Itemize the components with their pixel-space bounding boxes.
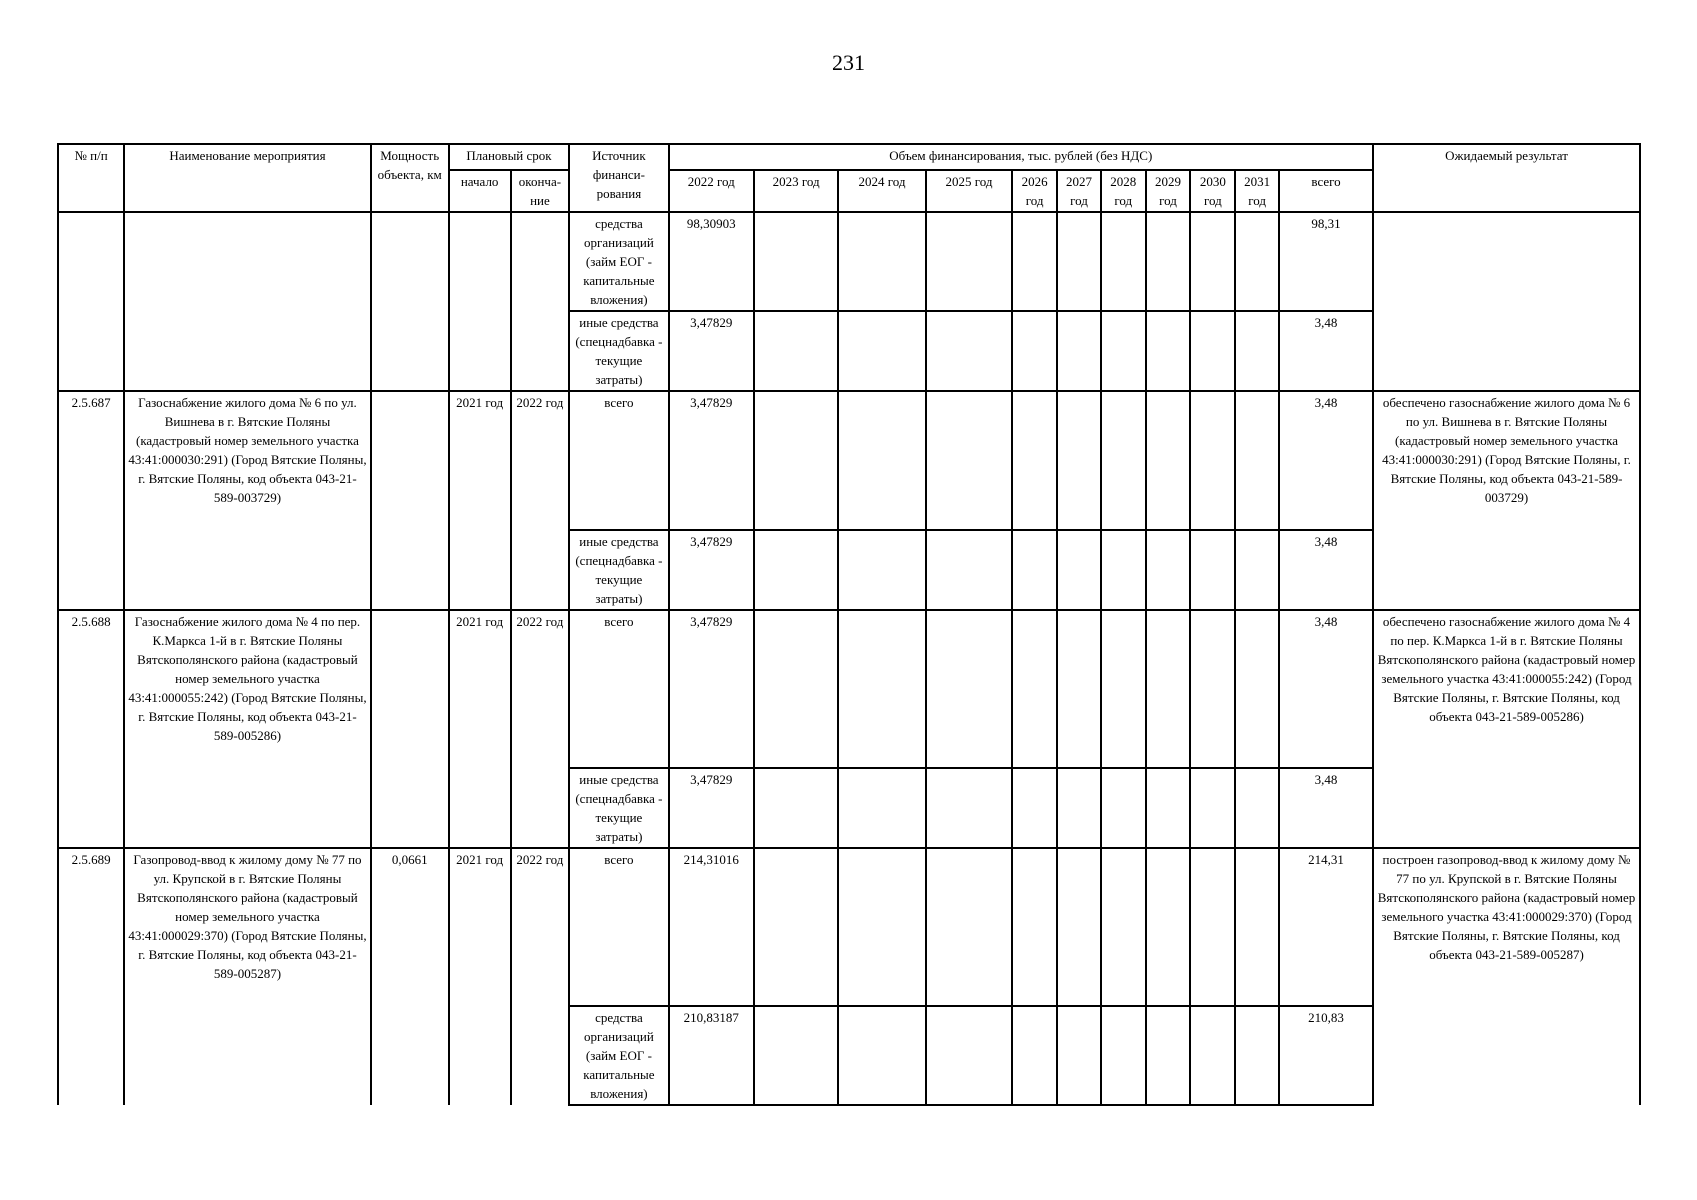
cont-name-cell	[124, 212, 371, 391]
item-capacity	[371, 610, 449, 848]
y2031-cell	[1235, 530, 1279, 610]
header-year-2022: 2022 год	[669, 170, 754, 212]
y2024-cell	[838, 212, 926, 311]
y2024-cell	[838, 848, 926, 1006]
item-end: 2022 год	[511, 610, 570, 848]
y2031-cell	[1235, 391, 1279, 530]
y2029-cell	[1146, 212, 1191, 311]
y2031-cell	[1235, 610, 1279, 768]
y2026-cell	[1012, 212, 1057, 311]
y2030-cell	[1190, 1006, 1235, 1105]
y2030-cell	[1190, 848, 1235, 1006]
header-year-2024: 2024 год	[838, 170, 926, 212]
header-name: Наименование мероприятия	[124, 144, 371, 212]
y2025-cell	[926, 530, 1012, 610]
source-cell: средства организаций (займ ЕОГ - капитальные вложения)	[569, 212, 668, 311]
y2023-cell	[754, 610, 838, 768]
header-year-2025: 2025 год	[926, 170, 1012, 212]
y2022-cell: 3,47829	[669, 610, 754, 768]
item-capacity: 0,0661	[371, 848, 449, 1105]
header-year-2026: 2026 год	[1012, 170, 1057, 212]
y2023-cell	[754, 768, 838, 848]
source-cell: средства организаций (займ ЕОГ - капитальные вложения)	[569, 1006, 668, 1105]
y2027-cell	[1057, 311, 1101, 391]
y2028-cell	[1101, 311, 1146, 391]
y2031-cell	[1235, 212, 1279, 311]
y2023-cell	[754, 1006, 838, 1105]
y2030-cell	[1190, 311, 1235, 391]
y2027-cell	[1057, 848, 1101, 1006]
item-start: 2021 год	[449, 391, 511, 610]
y2030-cell	[1190, 212, 1235, 311]
item-name: Газопровод-ввод к жилому дому № 77 по ул. Крупской в г. Вятские Поляны Вятскополянского района (кадастровый номер земельного участка 43:41:000029:370) (Город Вятские Поляны, г. Вятские Поляны, код объекта 043-21-589-005287)	[124, 848, 371, 1105]
y2023-cell	[754, 848, 838, 1006]
y2029-cell	[1146, 311, 1191, 391]
header-year-2023: 2023 год	[754, 170, 838, 212]
table-row	[58, 610, 1640, 768]
financing-table	[57, 143, 1641, 1106]
item-end: 2022 год	[511, 848, 570, 1105]
y2029-cell	[1146, 848, 1191, 1006]
item-result: обеспечено газоснабжение жилого дома № 6 по ул. Вишнева в г. Вятские Поляны (кадастровый номер земельного участка 43:41:000030:291) (Город Вятские Поляны, г. Вятские Поляны, код объекта 043-21-589-003729)	[1373, 391, 1640, 610]
y2028-cell	[1101, 768, 1146, 848]
source-cell: всего	[569, 391, 668, 530]
source-cell: иные средства (спецнадбавка - текущие затраты)	[569, 768, 668, 848]
y2028-cell	[1101, 391, 1146, 530]
item-num: 2.5.689	[58, 848, 124, 1105]
y2026-cell	[1012, 391, 1057, 530]
y2026-cell	[1012, 768, 1057, 848]
item-num: 2.5.688	[58, 610, 124, 848]
y2026-cell	[1012, 311, 1057, 391]
total-cell: 3,48	[1279, 391, 1373, 530]
cont-capacity-cell	[371, 212, 449, 391]
y2028-cell	[1101, 212, 1146, 311]
total-cell: 3,48	[1279, 311, 1373, 391]
y2024-cell	[838, 1006, 926, 1105]
total-cell: 3,48	[1279, 610, 1373, 768]
y2030-cell	[1190, 391, 1235, 530]
header-volume: Объем финансирования, тыс. рублей (без НДС)	[669, 144, 1373, 170]
y2022-cell: 3,47829	[669, 768, 754, 848]
total-cell: 210,83	[1279, 1006, 1373, 1105]
y2023-cell	[754, 391, 838, 530]
y2029-cell	[1146, 1006, 1191, 1105]
item-num: 2.5.687	[58, 391, 124, 610]
header-num: № п/п	[58, 144, 124, 212]
y2023-cell	[754, 212, 838, 311]
y2030-cell	[1190, 610, 1235, 768]
y2026-cell	[1012, 610, 1057, 768]
y2026-cell	[1012, 848, 1057, 1006]
header-year-2031: 2031 год	[1235, 170, 1279, 212]
y2027-cell	[1057, 391, 1101, 530]
y2022-cell: 214,31016	[669, 848, 754, 1006]
y2023-cell	[754, 530, 838, 610]
y2024-cell	[838, 311, 926, 391]
header-term: Плановый срок	[449, 144, 570, 170]
y2027-cell	[1057, 1006, 1101, 1105]
y2025-cell	[926, 391, 1012, 530]
item-result: построен газопровод-ввод к жилому дому № 77 по ул. Крупской в г. Вятские Поляны Вятскополянского района (кадастровый номер земельного участка 43:41:000029:370) (Город Вятские Поляны, г. Вятские Поляны, код объекта 043-21-589-005287)	[1373, 848, 1640, 1105]
item-name: Газоснабжение жилого дома № 4 по пер. К.Маркса 1-й в г. Вятские Поляны Вятскополянского района (кадастровый номер земельного участка 43:41:000055:242) (Город Вятские Поляны, г. Вятские Поляны, код объекта 043-21-589-005286)	[124, 610, 371, 848]
y2025-cell	[926, 212, 1012, 311]
y2027-cell	[1057, 212, 1101, 311]
y2028-cell	[1101, 1006, 1146, 1105]
header-row-1	[58, 144, 1640, 170]
cont-start-cell	[449, 212, 511, 391]
y2031-cell	[1235, 311, 1279, 391]
y2031-cell	[1235, 848, 1279, 1006]
item-start: 2021 год	[449, 848, 511, 1105]
y2023-cell	[754, 311, 838, 391]
header-year-2029: 2029 год	[1146, 170, 1191, 212]
header-result: Ожидаемый результат	[1373, 144, 1640, 212]
y2025-cell	[926, 768, 1012, 848]
source-cell: всего	[569, 610, 668, 768]
item-end: 2022 год	[511, 391, 570, 610]
y2028-cell	[1101, 530, 1146, 610]
item-name: Газоснабжение жилого дома № 6 по ул. Вишнева в г. Вятские Поляны (кадастровый номер земельного участка 43:41:000030:291) (Город Вятские Поляны, г. Вятские Поляны, код объекта 043-21-589-003729)	[124, 391, 371, 610]
y2031-cell	[1235, 768, 1279, 848]
header-capacity: Мощность объекта, км	[371, 144, 449, 212]
y2027-cell	[1057, 610, 1101, 768]
total-cell: 98,31	[1279, 212, 1373, 311]
y2026-cell	[1012, 1006, 1057, 1105]
y2031-cell	[1235, 1006, 1279, 1105]
y2028-cell	[1101, 610, 1146, 768]
y2022-cell: 98,30903	[669, 212, 754, 311]
y2024-cell	[838, 768, 926, 848]
table-row	[58, 391, 1640, 530]
source-cell: иные средства (спецнадбавка - текущие затраты)	[569, 311, 668, 391]
y2030-cell	[1190, 768, 1235, 848]
header-year-2027: 2027 год	[1057, 170, 1101, 212]
item-result: обеспечено газоснабжение жилого дома № 4 по пер. К.Маркса 1-й в г. Вятские Поляны Вятскополянского района (кадастровый номер земельного участка 43:41:000055:242) (Город Вятские Поляны, г. Вятские Поляны, код объекта 043-21-589-005286)	[1373, 610, 1640, 848]
header-term-start: начало	[449, 170, 511, 212]
y2027-cell	[1057, 768, 1101, 848]
y2025-cell	[926, 1006, 1012, 1105]
y2022-cell: 3,47829	[669, 391, 754, 530]
y2030-cell	[1190, 530, 1235, 610]
y2028-cell	[1101, 848, 1146, 1006]
source-cell: всего	[569, 848, 668, 1006]
y2029-cell	[1146, 391, 1191, 530]
y2029-cell	[1146, 610, 1191, 768]
item-start: 2021 год	[449, 610, 511, 848]
y2025-cell	[926, 848, 1012, 1006]
table-row	[58, 848, 1640, 1006]
header-term-end: оконча-ние	[511, 170, 570, 212]
total-cell: 3,48	[1279, 530, 1373, 610]
y2029-cell	[1146, 530, 1191, 610]
cont-end-cell	[511, 212, 570, 391]
y2027-cell	[1057, 530, 1101, 610]
total-cell: 3,48	[1279, 768, 1373, 848]
total-cell: 214,31	[1279, 848, 1373, 1006]
header-year-2030: 2030 год	[1190, 170, 1235, 212]
header-source: Источник финанси-рования	[569, 144, 668, 212]
y2026-cell	[1012, 530, 1057, 610]
y2022-cell: 3,47829	[669, 311, 754, 391]
cont-result-cell	[1373, 212, 1640, 391]
cont-num-cell	[58, 212, 124, 391]
y2025-cell	[926, 610, 1012, 768]
header-total: всего	[1279, 170, 1373, 212]
y2022-cell: 3,47829	[669, 530, 754, 610]
y2022-cell: 210,83187	[669, 1006, 754, 1105]
y2029-cell	[1146, 768, 1191, 848]
y2024-cell	[838, 610, 926, 768]
header-year-2028: 2028 год	[1101, 170, 1146, 212]
y2024-cell	[838, 391, 926, 530]
y2025-cell	[926, 311, 1012, 391]
source-cell: иные средства (спецнадбавка - текущие затраты)	[569, 530, 668, 610]
page-number: 231	[832, 50, 865, 75]
item-capacity	[371, 391, 449, 610]
table-row	[58, 212, 1640, 311]
y2024-cell	[838, 530, 926, 610]
